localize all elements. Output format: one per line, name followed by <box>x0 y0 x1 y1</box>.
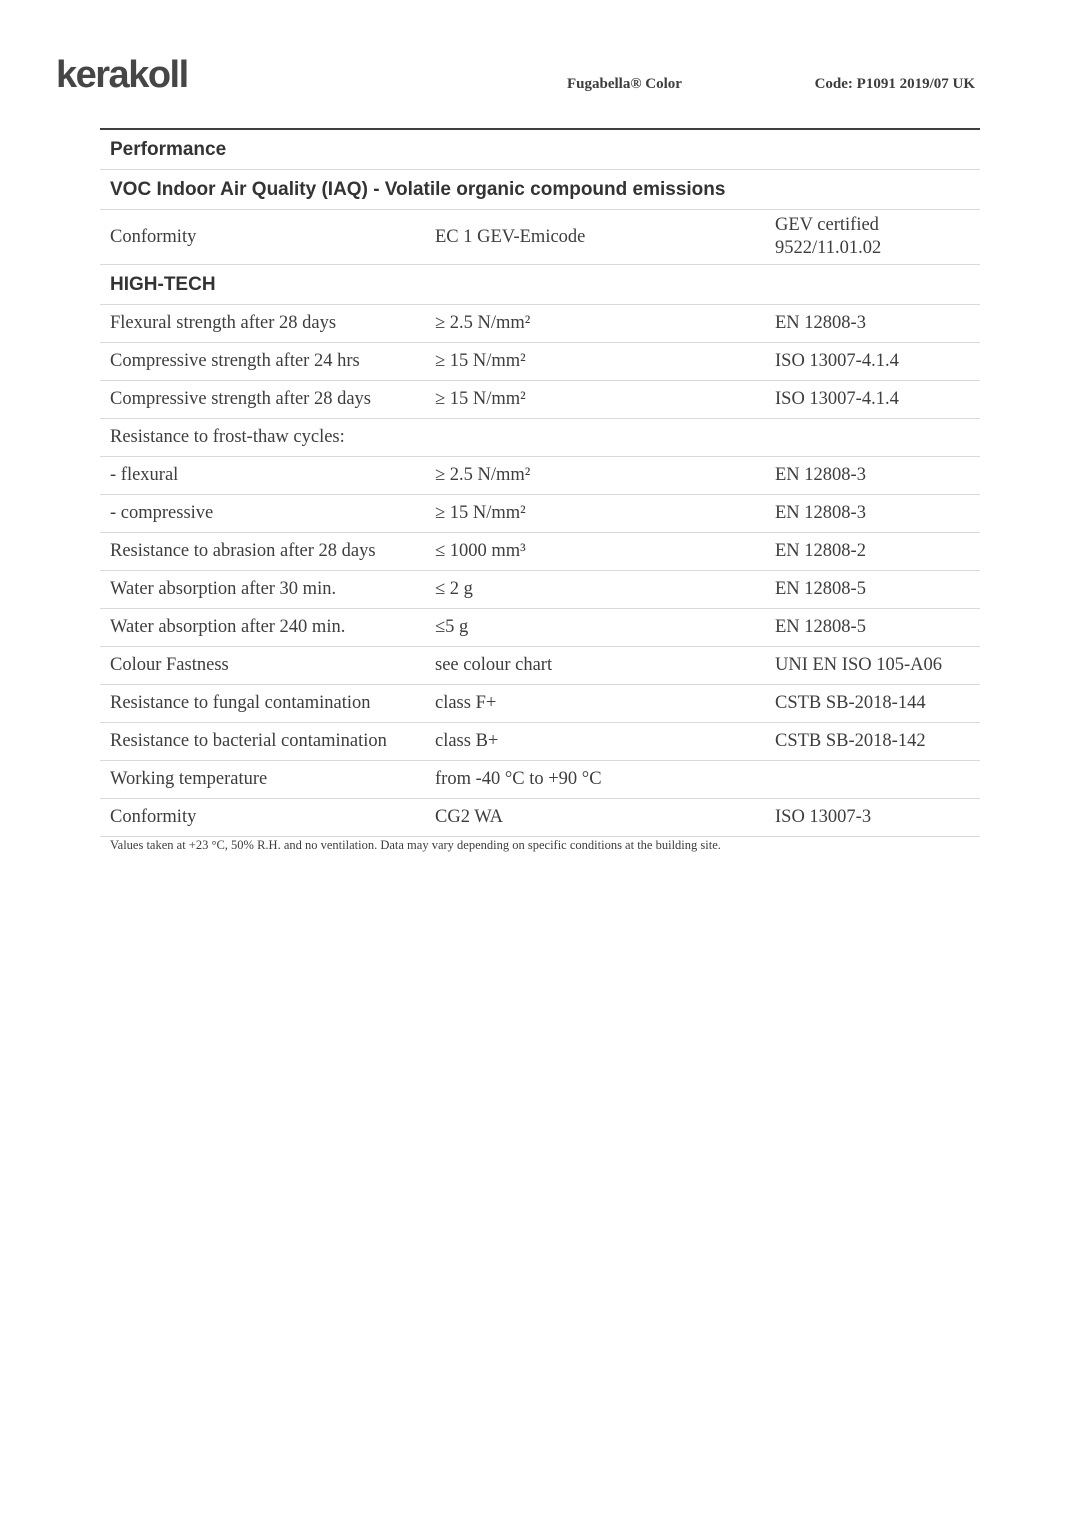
footnote: Values taken at +23 °C, 50% R.H. and no ventilation. Data may vary depending on specific conditions at the building site. <box>110 838 721 852</box>
row-label: Flexural strength after 28 days <box>110 313 337 334</box>
section-label: Performance <box>110 138 227 160</box>
row-value: ≤ 1000 mm³ <box>435 541 526 562</box>
row-standard: EN 12808-3 <box>775 503 866 524</box>
row-value: ≥ 2.5 N/mm² <box>435 465 531 486</box>
row-label: Working temperature <box>110 769 268 790</box>
table-row <box>100 305 980 343</box>
row-standard: EN 12808-2 <box>775 541 866 562</box>
row-standard: UNI EN ISO 105-A06 <box>775 655 942 676</box>
section-row <box>100 170 980 210</box>
row-standard: CSTB SB-2018-144 <box>775 693 926 714</box>
row-label: Resistance to frost-thaw cycles: <box>110 427 345 448</box>
row-value: class F+ <box>435 693 497 714</box>
row-value: ≥ 2.5 N/mm² <box>435 313 531 334</box>
row-value: ≥ 15 N/mm² <box>435 351 526 372</box>
table-row <box>100 533 980 571</box>
row-value: ≤5 g <box>435 617 469 638</box>
row-standard <box>775 214 980 260</box>
performance-table <box>100 128 980 837</box>
section-row <box>100 265 980 305</box>
row-label: - compressive <box>110 503 214 524</box>
row-label: - flexural <box>110 465 179 486</box>
row-label: Resistance to abrasion after 28 days <box>110 541 376 562</box>
row-standard: ISO 13007-3 <box>775 807 872 828</box>
row-value: ≥ 15 N/mm² <box>435 389 526 410</box>
row-label: Water absorption after 30 min. <box>110 579 337 600</box>
kerakoll-logo: kerakoll <box>56 54 188 96</box>
document-code: Code: P1091 2019/07 UK <box>814 76 975 92</box>
row-label: Conformity <box>110 807 197 828</box>
table-row <box>100 457 980 495</box>
row-value: see colour chart <box>435 655 553 676</box>
row-label: Conformity <box>110 226 197 247</box>
table-row <box>100 685 980 723</box>
row-standard: EN 12808-5 <box>775 579 866 600</box>
row-value: class B+ <box>435 731 499 752</box>
table-row <box>100 381 980 419</box>
table-row <box>100 343 980 381</box>
table-row <box>100 609 980 647</box>
section-row <box>100 130 980 170</box>
section-label: HIGH-TECH <box>110 273 216 295</box>
table-row <box>100 419 980 457</box>
row-standard: EN 12808-5 <box>775 617 866 638</box>
row-label: Resistance to bacterial contamination <box>110 731 387 752</box>
row-standard: CSTB SB-2018-142 <box>775 731 926 752</box>
table-row <box>100 210 980 265</box>
row-label: Compressive strength after 28 days <box>110 389 371 410</box>
row-value: EC 1 GEV-Emicode <box>435 226 586 247</box>
row-label: Compressive strength after 24 hrs <box>110 351 360 372</box>
table-row <box>100 799 980 837</box>
table-row <box>100 761 980 799</box>
table-row <box>100 495 980 533</box>
row-standard: ISO 13007-4.1.4 <box>775 389 899 410</box>
row-label: Water absorption after 240 min. <box>110 617 346 638</box>
product-name: Fugabella® Color <box>567 76 682 92</box>
row-value: CG2 WA <box>435 807 504 828</box>
row-label: Resistance to fungal contamination <box>110 693 371 714</box>
row-standard: EN 12808-3 <box>775 465 866 486</box>
row-value: ≤ 2 g <box>435 579 473 600</box>
row-label: Colour Fastness <box>110 655 229 676</box>
row-standard: EN 12808-3 <box>775 313 866 334</box>
table-row <box>100 571 980 609</box>
standard-line: 9522/11.01.02 <box>775 238 882 259</box>
row-standard: ISO 13007-4.1.4 <box>775 351 899 372</box>
row-value: ≥ 15 N/mm² <box>435 503 526 524</box>
table-row <box>100 647 980 685</box>
standard-line: GEV certified <box>775 215 879 235</box>
row-value: from -40 °C to +90 °C <box>435 769 602 790</box>
table-row <box>100 723 980 761</box>
section-label: VOC Indoor Air Quality (IAQ) - Volatile organic compound emissions <box>110 178 726 200</box>
